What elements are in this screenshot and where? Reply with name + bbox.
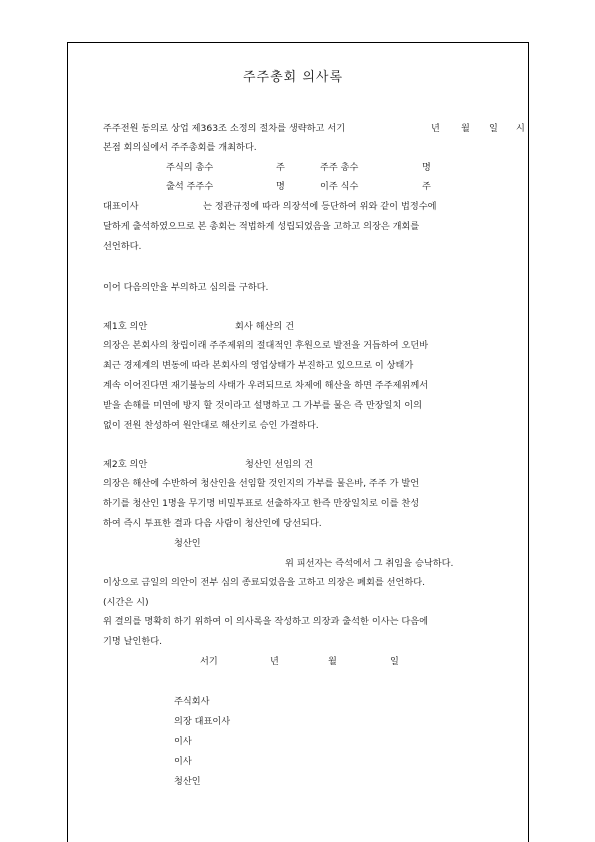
item2-title: 청산인 선임의 건 <box>245 459 313 470</box>
intro-month: 월 <box>461 123 470 134</box>
attending-shares-label: 이주 식수 <box>320 181 359 192</box>
item1-number: 제1호 의안 <box>103 321 148 332</box>
signature-company: 주식회사 <box>174 696 210 707</box>
intro-year: 년 <box>431 123 440 134</box>
signature-director-2: 이사 <box>174 756 192 767</box>
agenda-intro: 이어 다음의안을 부의하고 심의를 구하다. <box>103 282 269 293</box>
closing-line-2: 위 결의를 명확히 하기 위하여 이 의사록을 작성하고 의장과 출석한 이사는 다음에 <box>103 616 429 627</box>
chairman-line-2: 달하게 출석하였으므로 본 총회는 적법하게 성립되었음을 고하고 의장은 개회를 <box>103 221 420 232</box>
chairman-role: 대표이사 <box>103 201 139 212</box>
item2-number: 제2호 의안 <box>103 459 148 470</box>
liquidator-label: 청산인 <box>174 538 201 549</box>
item1-title: 회사 해산의 건 <box>235 321 295 332</box>
signature-chairman: 의장 대표이사 <box>174 716 231 727</box>
closing-line-1: 이상으로 금일의 의안이 전부 심의 종료되었음을 고하고 의장은 폐회를 선언하다. <box>103 577 426 588</box>
attending-shares-unit: 주 <box>422 181 431 192</box>
attending-holders-unit: 명 <box>276 181 285 192</box>
signature-director-1: 이사 <box>174 736 192 747</box>
signature-liquidator: 청산인 <box>174 776 201 787</box>
closing-time-note: (시간은 시) <box>103 597 149 608</box>
item1-line-2: 최근 경제계의 변동에 따라 본회사의 영업상태가 부진하고 있으므로 이 상태가 <box>103 360 414 371</box>
document-title: 주주총회 의사록 <box>243 70 344 85</box>
acceptance-line: 위 피선자는 즉석에서 그 취임을 승낙하다. <box>285 558 454 569</box>
total-shares-unit: 주 <box>276 162 285 173</box>
date-era: 서기 <box>200 656 218 667</box>
chairman-line-1: 는 정관규정에 따라 의장석에 등단하여 위와 같이 법정수에 <box>203 201 437 212</box>
item2-line-2: 하기를 청산인 1명을 무기명 비밀투표로 선출하자고 한즉 만장일치로 이를 찬성 <box>103 498 420 509</box>
document-border <box>67 42 529 842</box>
item1-line-1: 의장은 본회사의 창립이래 주주제위의 절대적인 후원으로 발전을 거듭하여 오던바 <box>103 340 429 351</box>
intro-line-2: 본점 회의실에서 주주총회를 개최하다. <box>103 142 257 153</box>
total-holders-unit: 명 <box>422 162 431 173</box>
date-month: 월 <box>328 656 337 667</box>
date-year: 년 <box>270 656 279 667</box>
intro-line-1: 주주전원 동의로 상업 제363조 소정의 절차를 생략하고 서기 <box>103 123 346 134</box>
attending-holders-label: 출석 주주수 <box>166 181 214 192</box>
intro-hour: 시 <box>516 123 525 134</box>
item2-line-1: 의장은 해산에 수반하여 청산인을 선임할 것인지의 가부를 물은바, 주주 가 발언 <box>103 478 420 489</box>
total-holders-label: 주주 총수 <box>320 162 359 173</box>
date-day: 일 <box>390 656 399 667</box>
item1-line-5: 없이 전원 찬성하여 원안대로 해산키로 승인 가결하다. <box>103 420 319 431</box>
item1-line-4: 받을 손해를 미연에 방지 할 것이라고 설명하고 그 가부를 물은 즉 만장일치 이의 <box>103 400 423 411</box>
total-shares-label: 주식의 총수 <box>166 162 214 173</box>
item1-line-3: 계속 이어진다면 재기불능의 사태가 우려되므로 차제에 해산을 하면 주주제위께서 <box>103 380 429 391</box>
item2-line-3: 하여 즉시 투표한 결과 다음 사람이 청산인에 당선되다. <box>103 518 322 529</box>
closing-line-3: 기명 날인한다. <box>103 636 163 647</box>
chairman-line-3: 선언하다. <box>103 241 142 252</box>
intro-day: 일 <box>489 123 498 134</box>
